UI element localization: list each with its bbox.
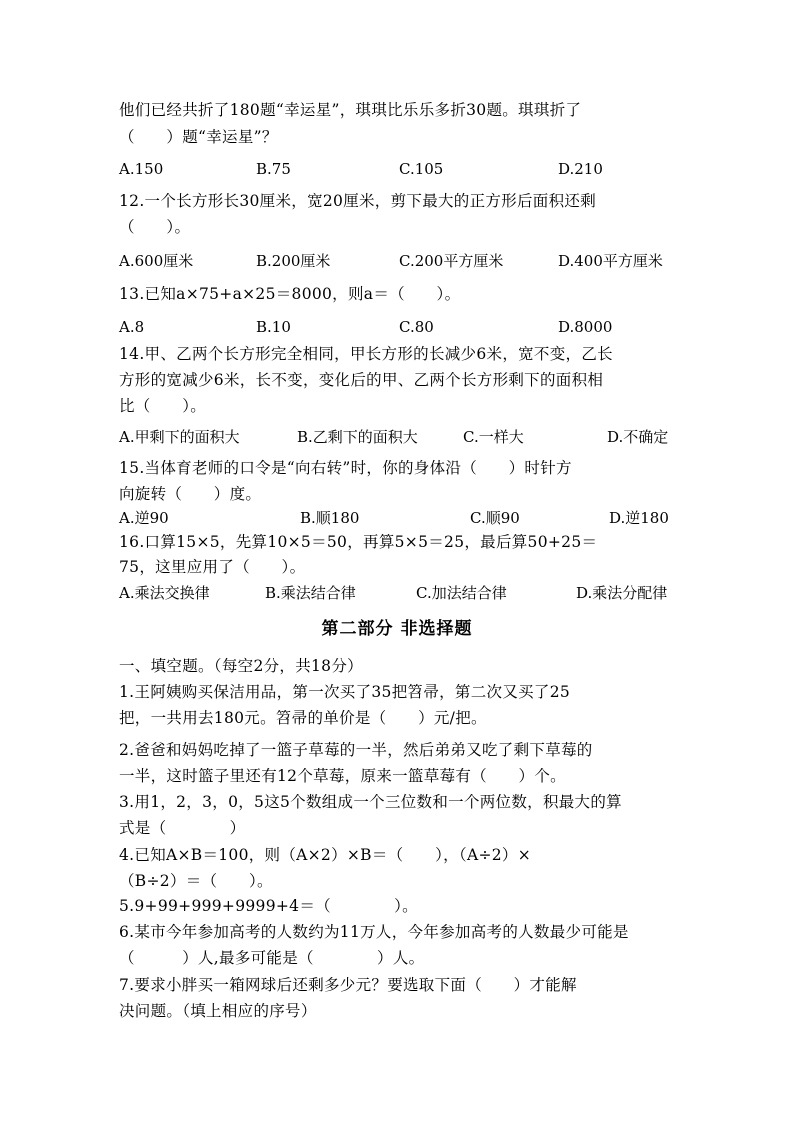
fill-q4-line2: （B÷2）＝（ ）。 [119, 872, 273, 890]
q12-option-a[interactable]: A.600厘米 [119, 252, 194, 270]
q14-line1: 14.甲、乙两个长方形完全相同，甲长方形的长减少6米，宽不变，乙长 [119, 345, 613, 363]
q15-option-b[interactable]: B.顺180 [300, 509, 360, 527]
q11-line2: （ ）题“幸运星”？ [119, 128, 278, 146]
q14-line3: 比（ ）。 [119, 397, 207, 415]
q13-option-c[interactable]: C.80 [399, 318, 434, 336]
q14-option-a[interactable]: A.甲剩下的面积大 [119, 428, 240, 446]
q16-option-d[interactable]: D.乘法分配律 [576, 584, 668, 602]
q13-options [119, 317, 679, 337]
q14-options [119, 427, 679, 447]
q16-option-a[interactable]: A.乘法交换律 [119, 584, 210, 602]
q11-option-a[interactable]: A.150 [119, 160, 164, 178]
fill-q4-line1: 4.已知A×B＝100，则（A×2）×B＝（ ），（A÷2）× [119, 846, 531, 864]
q15-option-a[interactable]: A.逆90 [119, 509, 169, 527]
fill-q2-line1: 2.爸爸和妈妈吃掉了一篮子草莓的一半，然后弟弟又吃了剩下草莓的 [119, 741, 593, 759]
q13-option-d[interactable]: D.8000 [558, 318, 613, 336]
q11-line1: 他们已经共折了180题“幸运星”，琪琪比乐乐多折30题。琪琪折了 [119, 101, 582, 119]
fill-q7-line2: 决问题。（填上相应的序号） [119, 1002, 317, 1020]
q12-line2: （ ）。 [119, 218, 191, 236]
q12-line1: 12.一个长方形长30厘米，宽20厘米，剪下最大的正方形后面积还剩 [119, 192, 596, 210]
q11-option-c[interactable]: C.105 [399, 160, 444, 178]
fill-q6-line1: 6.某市今年参加高考的人数约为11万人，今年参加高考的人数最少可能是 [119, 923, 629, 941]
fill-q2-line2: 一半，这时篮子里还有12个草莓，原来一篮草莓有（ ）个。 [119, 767, 566, 785]
q13-option-a[interactable]: A.8 [119, 318, 145, 336]
q16-options [119, 583, 679, 603]
fill-q1-line1: 1.王阿姨购买保洁用品，第一次买了35把笤帚，第二次又买了25 [119, 683, 571, 701]
q16-line1: 16.口算15×5，先算10×5＝50，再算5×5＝25，最后算50+25＝ [119, 533, 598, 551]
q14-option-c[interactable]: C.一样大 [463, 428, 524, 446]
q12-option-b[interactable]: B.200厘米 [256, 252, 331, 270]
q15-line1: 15.当体育老师的口令是“向右转”时，你的身体沿（ ）时针方 [119, 459, 572, 477]
q14-option-d[interactable]: D.不确定 [607, 428, 669, 446]
q16-option-b[interactable]: B.乘法结合律 [265, 584, 356, 602]
q14-option-b[interactable]: B.乙剩下的面积大 [297, 428, 418, 446]
q16-line2: 75，这里应用了（ ）。 [119, 558, 306, 576]
fill-heading: 一、填空题。（每空2分，共18分） [119, 657, 363, 675]
part2-title: 第二部分 非选择题 [321, 619, 473, 639]
fill-q6-line2: （ ）人,最多可能是（ ）人。 [119, 949, 425, 967]
q11-options [119, 159, 679, 179]
fill-q5-line1: 5.9+99+999+9999+4＝（ ）。 [119, 897, 418, 915]
q15-option-c[interactable]: C.顺90 [470, 509, 520, 527]
fill-q1-line2: 把，一共用去180元。笤帚的单价是（ ）元/把。 [119, 709, 487, 727]
fill-q7-line1: 7.要求小胖买一箱网球后还剩多少元？要选取下面（ ）才能解 [119, 976, 577, 994]
q11-option-d[interactable]: D.210 [558, 160, 603, 178]
q12-option-d[interactable]: D.400平方厘米 [558, 252, 663, 270]
q16-option-c[interactable]: C.加法结合律 [416, 584, 507, 602]
fill-q3-line1: 3.用1，2，3，0，5这5个数组成一个三位数和一个两位数，积最大的算 [119, 793, 622, 811]
fill-q3-line2: 式是（ ） [119, 819, 246, 837]
q12-option-c[interactable]: C.200平方厘米 [399, 252, 504, 270]
q13-option-b[interactable]: B.10 [256, 318, 291, 336]
q13-line1: 13.已知a×75+a×25＝8000，则a＝（ ）。 [119, 285, 461, 303]
q12-options [119, 251, 679, 271]
q15-options [119, 508, 679, 528]
q11-option-b[interactable]: B.75 [256, 160, 291, 178]
q15-option-d[interactable]: D.逆180 [609, 509, 669, 527]
q14-line2: 方形的宽减少6米，长不变，变化后的甲、乙两个长方形剩下的面积相 [119, 371, 604, 389]
q15-line2: 向旋转（ ）度。 [119, 485, 262, 503]
